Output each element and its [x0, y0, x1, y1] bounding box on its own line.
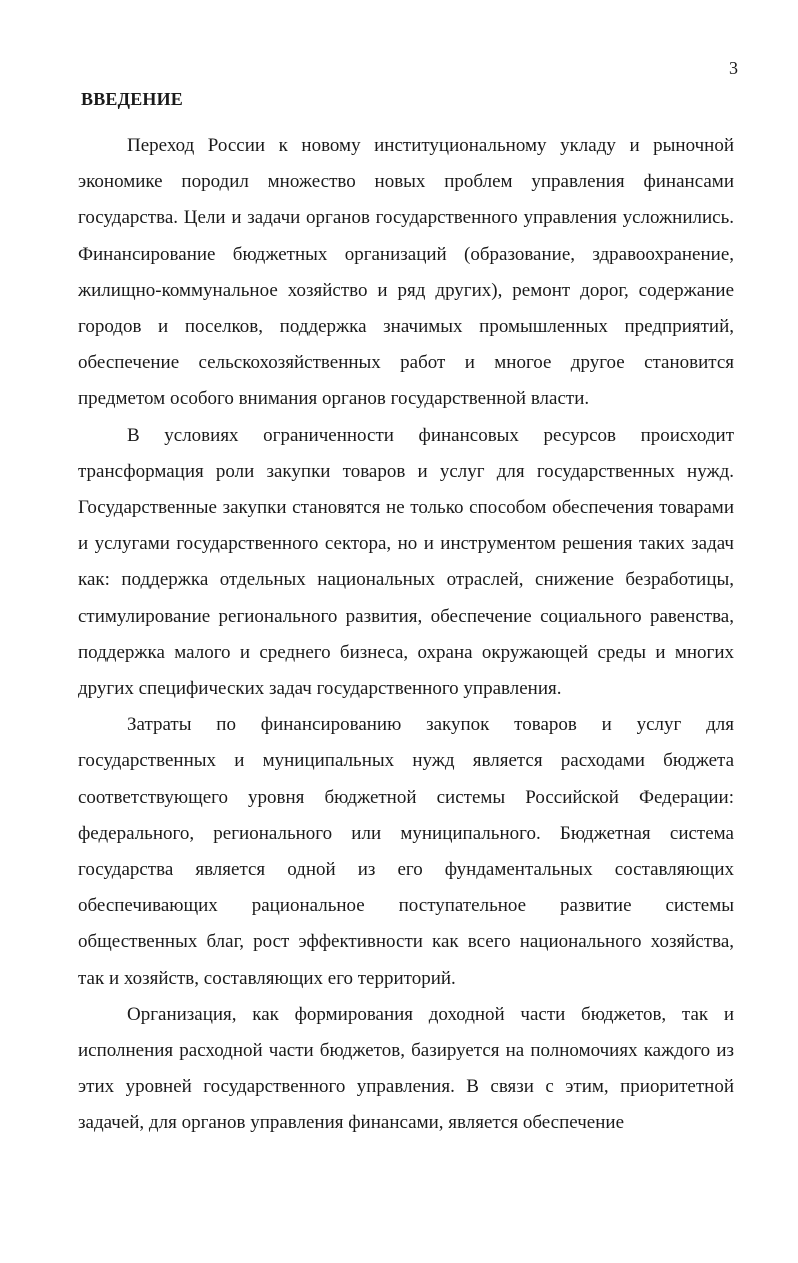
paragraph-2: В условиях ограниченности финансовых ресурсов происходит трансформация роли закупки товаров и услуг для государственных нужд. Государственные закупки становятся не только способом обеспечения товарами и услугами государственного сектора, но и инструментом решения таких задач как: поддержка отдельных национальных отраслей, снижение безработицы, стимулирование регионального развития, обеспечение социального равенства, поддержка малого и среднего бизнеса, охрана окружающей среды и многих других специфических задач государственного управления. [78, 424, 734, 700]
page-number: 3 [729, 58, 738, 78]
paragraph-4: Организация, как формирования доходной части бюджетов, так и исполнения расходной части бюджетов, базируется на полномочиях каждого из этих уровней государственного управления. В связи с этим, приоритетной задачей, для органов управления финансами, является обеспечение [78, 1003, 734, 1134]
paragraph-1: Переход России к новому институциональному укладу и рыночной экономике породил множество новых проблем управления финансами государства. Цели и задачи органов государственного управления усложнились. Финансирование бюджетных организаций (образование, здравоохранение, жилищно-коммунальное хозяйство и ряд других), ремонт дорог, содержание городов и поселков, поддержка значимых промышленных предприятий, обеспечение сельскохозяйственных работ и многое другое становится предметом особого внимания органов государственной власти. [78, 135, 734, 410]
body-text [78, 128, 734, 1142]
section-heading: ВВЕДЕНИЕ [81, 89, 184, 109]
paragraph-3: Затраты по финансированию закупок товаров и услуг для государственных и муниципальных нужд является расходами бюджета соответствующего уровня бюджетной системы Российской Федерации: федерального, регионального или муниципального. Бюджетная система государства является одной из его фундаментальных составляющих обеспечивающих рациональное поступательное развитие системы общественных благ, рост эффективности как всего национального хозяйства, так и хозяйств, составляющих его территорий. [78, 714, 734, 989]
